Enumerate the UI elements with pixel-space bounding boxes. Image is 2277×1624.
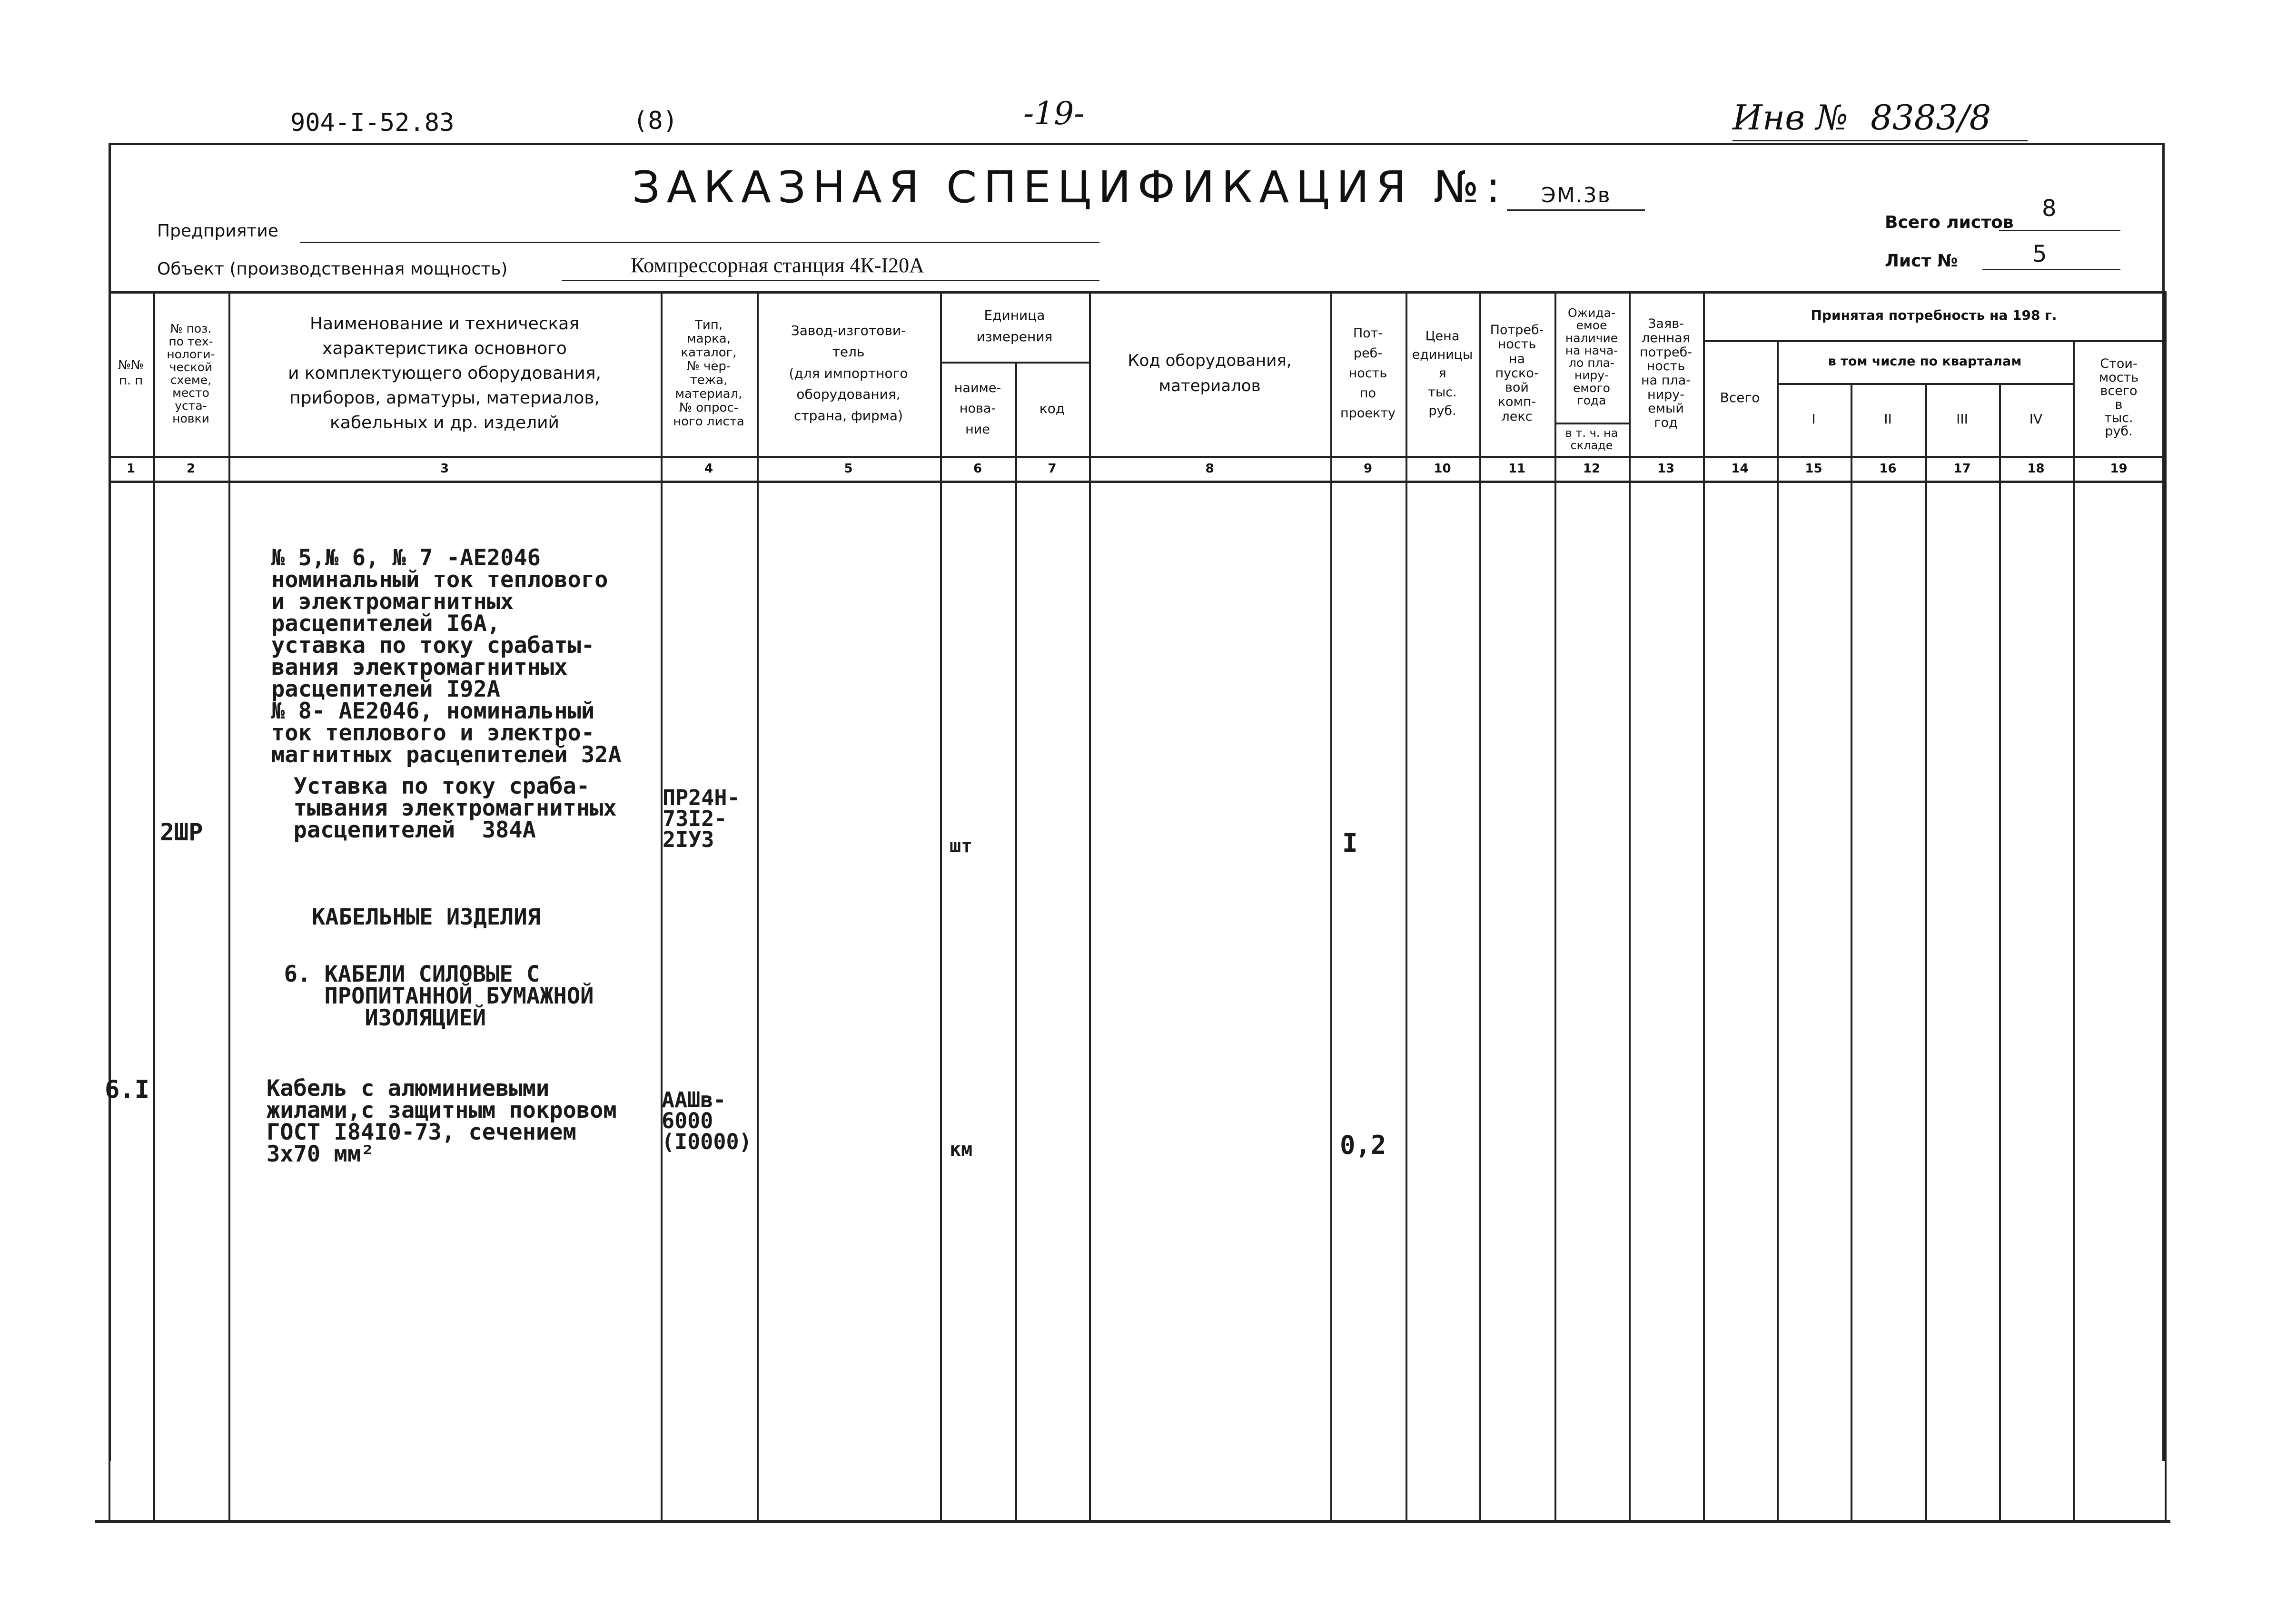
frame-left-extension [109, 1427, 110, 1520]
row-type: ПР24Н- 73I2- 2IУ3 [663, 785, 740, 852]
column-number: 12 [1583, 462, 1601, 476]
sheet-label: Лист № [1885, 251, 1958, 271]
col-divider [2165, 291, 2167, 1520]
object-label: Объект (производственная мощность) [157, 259, 508, 279]
column-number: 1 [126, 462, 136, 476]
header-quarter-3: III [1956, 411, 1968, 427]
row-description: № 5,№ 6, № 7 -АЕ2046 номинальный ток теплового и электромагнитных расцепителей I6А, уставка по току срабаты- вания электромагнитных расцепителей I92А № 8- АЕ2046, номинальный ток теплового и электро- магнитных расцепителей 32А [271, 545, 622, 768]
row-quantity: I [1342, 828, 1358, 858]
column-number-row-border [109, 481, 2165, 483]
header-total-cost: Стои- мость всего в тыс. руб. [2099, 356, 2139, 439]
column-number: 10 [1434, 462, 1451, 476]
header-total: Всего [1720, 390, 1760, 406]
row-unit: шт [950, 835, 973, 857]
header-quarter-1: I [1812, 411, 1816, 427]
col-divider [1925, 383, 1927, 1520]
column-number: 8 [1205, 462, 1214, 476]
header-bottom-border [109, 456, 2165, 458]
header-unit-name: наиме- нова- ние [954, 381, 1001, 437]
header-unit-code: код [1039, 400, 1065, 416]
row-position: 2ШР [160, 818, 203, 846]
column-number: 11 [1508, 462, 1526, 476]
page-number: -19- [1023, 95, 1085, 132]
enterprise-field-line [300, 242, 1099, 243]
group-heading: 6. КАБЕЛИ СИЛОВЫЕ С ПРОПИТАННОЙ БУМАЖНОЙ ИЗОЛЯЦИЕЙ [284, 961, 594, 1031]
object-field-line [562, 280, 1099, 281]
column-number: 4 [704, 462, 713, 476]
column-number: 13 [1657, 462, 1675, 476]
edition-number: (8) [633, 107, 678, 135]
column-number: 18 [2027, 462, 2045, 476]
column-number: 15 [1805, 462, 1822, 476]
column-number: 7 [1048, 462, 1057, 476]
row-sequence-number: 6.I [105, 1075, 149, 1104]
col-divider [1851, 383, 1852, 1520]
header-by-quarters: в том числе по кварталам [1828, 354, 2022, 369]
column-number: 2 [186, 462, 196, 476]
col-divider [1999, 383, 2001, 1520]
header-seq-number: №№ п. п [118, 358, 144, 388]
row-quantity: 0,2 [1340, 1130, 1386, 1160]
header-quarter-4: IV [2029, 411, 2043, 427]
inventory-underline [1732, 140, 2028, 141]
row-unit: км [950, 1139, 973, 1161]
inventory-number: 8383/8 [1871, 98, 1991, 138]
col-divider [1777, 340, 1779, 1520]
header-manufacturer: Завод-изготови- тель (для импортного оборудования, страна, фирма) [789, 323, 908, 424]
object-value: Компрессорная станция 4К-I20А [631, 254, 924, 277]
column-number: 19 [2110, 462, 2128, 476]
specification-number: ЭМ.3в [1507, 183, 1645, 211]
header-equipment-code: Код оборудования, материалов [1128, 351, 1292, 395]
document-code: 904-I-52.83 [290, 108, 455, 137]
total-sheets-line [1999, 230, 2120, 231]
header-unit: Единица измерения [976, 307, 1053, 344]
inventory-label: Инв № [1732, 98, 1849, 138]
col-divider [2073, 340, 2075, 1520]
header-position: № поз. по тех- нологи- ческой схеме, место уста- новки [167, 322, 215, 425]
column-number: 3 [440, 462, 449, 476]
column-number: 16 [1879, 462, 1897, 476]
row-type: ААШв- 6000 (I0000) [662, 1087, 752, 1154]
row-description: Кабель с алюминиевыми жилами,с защитным покровом ГОСТ I84I0-73, сечением 3х70 мм² [267, 1075, 617, 1167]
header-project-need: Пот- реб- ность по проекту [1340, 326, 1396, 421]
header-expected-stock: Ожида- емое наличие на нача- ло пла- ниру- емого года [1565, 306, 1618, 407]
column-number: 14 [1731, 462, 1749, 476]
sheet-line [1982, 269, 2120, 270]
header-startup-need: Потреб- ность на пуско- вой комп- лекс [1490, 323, 1544, 424]
header-accepted-need: Принятая потребность на 198 г. [1811, 307, 2057, 324]
header-name: Наименование и техническая характеристика основного и комплектующего оборудования, приборов, арматуры, материалов, кабельных и др. изделий [288, 314, 601, 433]
column-number: 9 [1363, 462, 1373, 476]
column-number: 5 [844, 462, 853, 476]
total-sheets-value: 8 [2042, 195, 2057, 222]
header-quarter-2: II [1884, 411, 1892, 427]
column-number: 17 [1953, 462, 1971, 476]
sheet-value: 5 [2032, 241, 2047, 267]
table-bottom-border [95, 1520, 2170, 1523]
enterprise-label: Предприятие [157, 221, 278, 241]
section-heading: КАБЕЛЬНЫЕ ИЗДЕЛИЯ [271, 904, 541, 930]
row-description: Уставка по току сраба- тывания электромагнитных расцепителей 384А [293, 773, 617, 843]
col-divider [1015, 362, 1017, 1520]
header-type: Тип, марка, каталог, № чер- тежа, материал, № опрос- ного листа [673, 317, 744, 429]
total-sheets-label: Всего листов [1885, 213, 2014, 232]
header-in-warehouse: в т. ч. на складе [1565, 426, 1618, 452]
column-number: 6 [973, 462, 982, 476]
title-text: ЗАКАЗНАЯ СПЕЦИФИКАЦИЯ №: [632, 162, 1507, 213]
header-unit-price: Цена единицы я тыс. руб. [1412, 329, 1473, 418]
header-declared-need: Заяв- ленная потреб- ность на пла- ниру- емый год [1639, 316, 1693, 431]
specification-title [0, 162, 2277, 213]
